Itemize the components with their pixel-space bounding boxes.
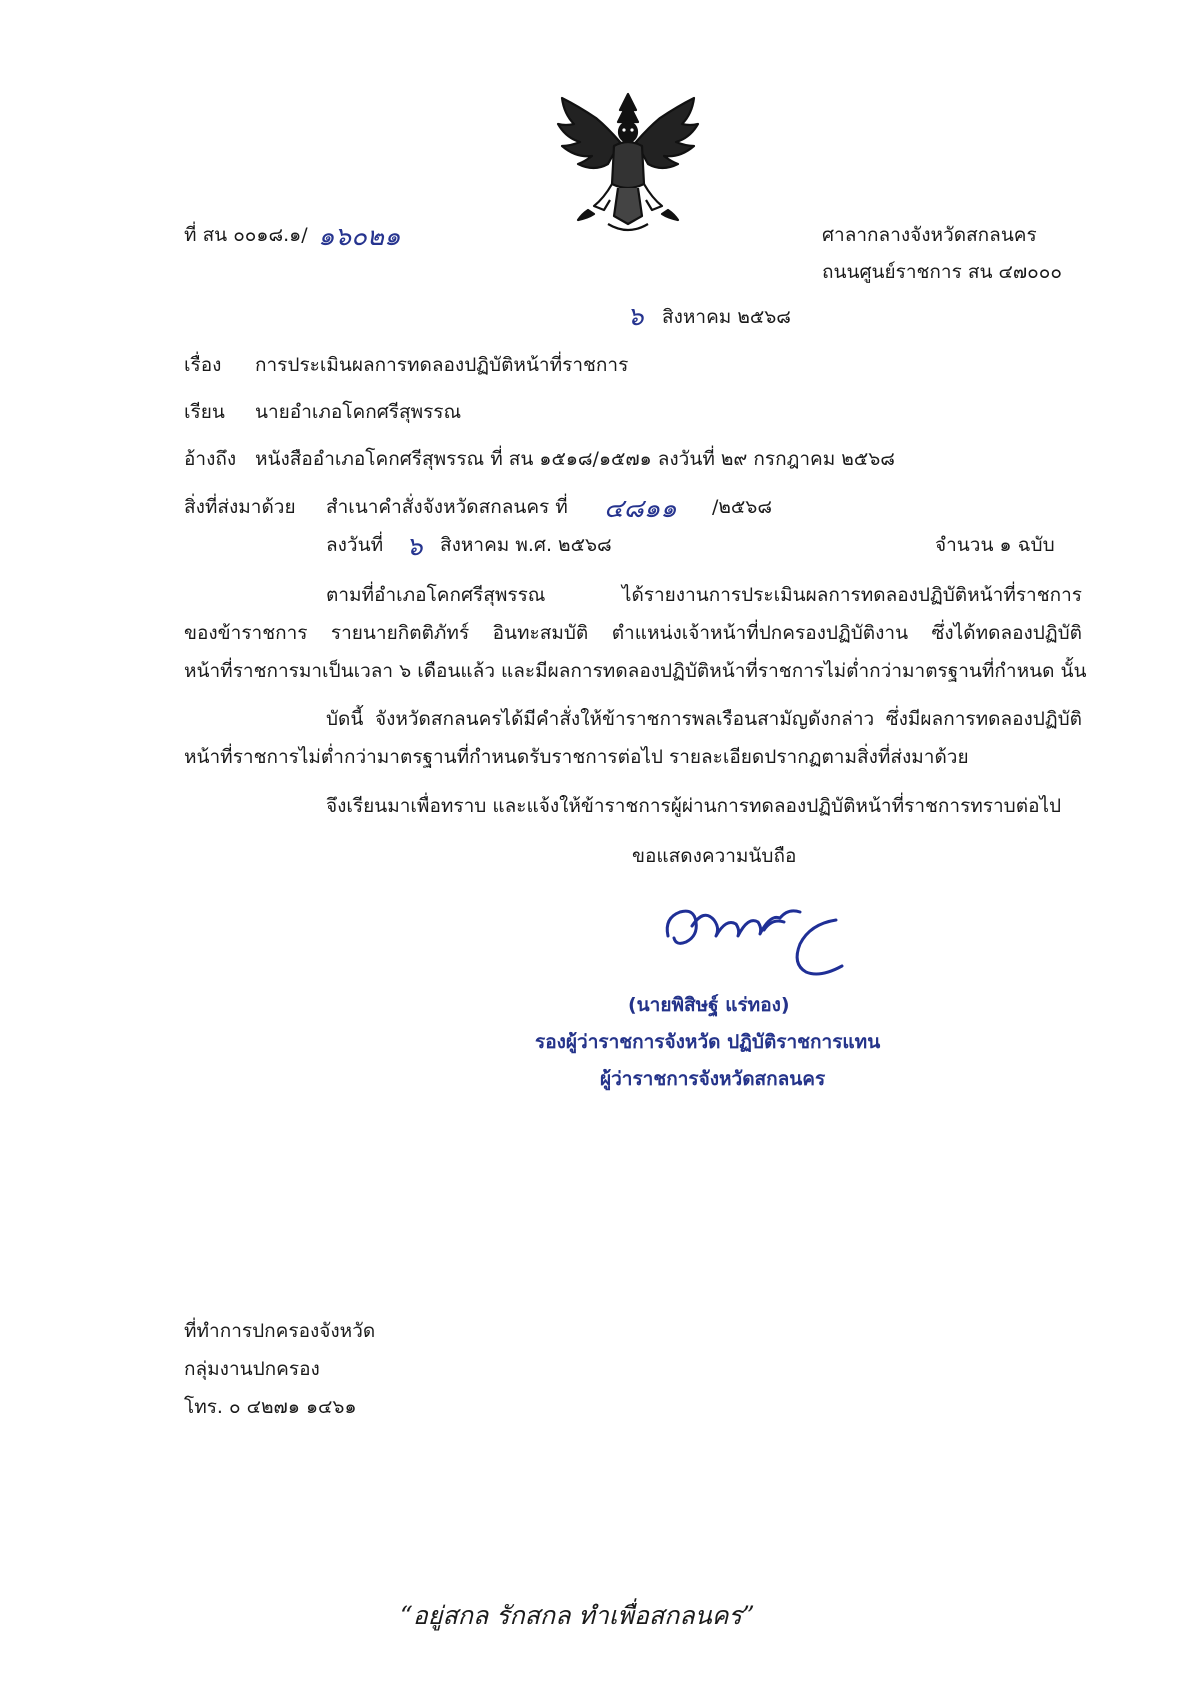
enclosure-count: จำนวน ๑ ฉบับ: [935, 534, 1055, 556]
signer-name: (นายพิสิษฐ์ แร่ทอง): [628, 994, 790, 1016]
paragraph-1-line-3: หน้าที่ราชการมาเป็นเวลา ๖ เดือนแล้ว และมีผลการทดลองปฏิบัติหน้าที่ราชการไม่ต่ำกว่ามาตรฐานที่กำหนด นั้น: [184, 660, 1087, 682]
enclosure-date-rest: สิงหาคม พ.ศ. ๒๕๖๘: [440, 534, 612, 556]
paragraph-3-line-1: จึงเรียนมาเพื่อทราบ และแจ้งให้ข้าราชการผู้ผ่านการทดลองปฏิบัติหน้าที่ราชการทราบต่อไป: [326, 795, 1062, 817]
document-number-handwritten: ๑๖๐๒๑: [318, 222, 401, 252]
paragraph-1-line-1: ตามที่อำเภอโคกศรีสุพรรณ ได้รายงานการประเมินผลการทดลองปฏิบัติหน้าที่ราชการ: [326, 584, 1082, 606]
date-rest: สิงหาคม ๒๕๖๘: [662, 306, 791, 328]
document-number: [184, 222, 308, 248]
enclosure-year: /๒๕๖๘: [712, 496, 773, 518]
paragraph-1-line-2: ของข้าราชการ รายนายกิตติภัทร์ อินทะสมบัติ ตำแหน่งเจ้าหน้าที่ปกครองปฏิบัติงาน ซึ่งได้ทดลองปฏิบัติ: [184, 622, 1082, 644]
enclosure-value: สำเนาคำสั่งจังหวัดสกลนคร ที่: [326, 496, 568, 518]
signer-title-2: ผู้ว่าราชการจังหวัดสกลนคร: [600, 1068, 826, 1090]
paragraph-2-line-1: บัดนี้ จังหวัดสกลนครได้มีคำสั่งให้ข้าราชการพลเรือนสามัญดังกล่าว ซึ่งมีผลการทดลองปฏิบัติ: [326, 708, 1082, 730]
enclosure-date-prefix: ลงวันที่: [326, 534, 384, 556]
to-value: นายอำเภอโคกศรีสุพรรณ: [255, 401, 462, 423]
office-address-line2: ถนนศูนย์ราชการ สน ๔๗๐๐๐: [822, 261, 1062, 283]
office-address-line1: ศาลากลางจังหวัดสกลนคร: [822, 224, 1037, 246]
enclosure-day-handwritten: ๖: [406, 532, 423, 562]
phone-number: โทร. ๐ ๔๒๗๑ ๑๔๖๑: [184, 1396, 357, 1418]
signer-title-1: รองผู้ว่าราชการจังหวัด ปฏิบัติราชการแทน: [535, 1031, 881, 1053]
enclosure-number-handwritten: ๔๘๑๑: [604, 494, 677, 524]
garuda-emblem-icon: [548, 88, 708, 238]
signature-icon: [660, 878, 850, 988]
subject-label: เรื่อง: [184, 354, 222, 376]
salutation: ขอแสดงความนับถือ: [632, 845, 797, 867]
department-name: ที่ทำการปกครองจังหวัด: [184, 1320, 376, 1342]
subject-value: การประเมินผลการทดลองปฏิบัติหน้าที่ราชการ: [255, 354, 629, 376]
reference-value: หนังสืออำเภอโคกศรีสุพรรณ ที่ สน ๑๕๑๘/๑๕๗๑ ลงวันที่ ๒๙ กรกฎาคม ๒๕๖๘: [255, 448, 895, 470]
reference-label: อ้างถึง: [184, 448, 237, 470]
date-day-handwritten: ๖: [627, 302, 644, 332]
department-unit: กลุ่มงานปกครอง: [184, 1358, 320, 1380]
motto: “อยู่สกล รักสกล ทำเพื่อสกลนคร”: [400, 1601, 755, 1630]
to-label: เรียน: [184, 401, 225, 423]
document-number-prefix: ที่ สน ๐๐๑๘.๑/: [184, 224, 308, 246]
enclosure-label: สิ่งที่ส่งมาด้วย: [184, 496, 296, 518]
paragraph-2-line-2: หน้าที่ราชการไม่ต่ำกว่ามาตรฐานที่กำหนดรับราชการต่อไป รายละเอียดปรากฏตามสิ่งที่ส่งมาด้วย: [184, 746, 969, 768]
